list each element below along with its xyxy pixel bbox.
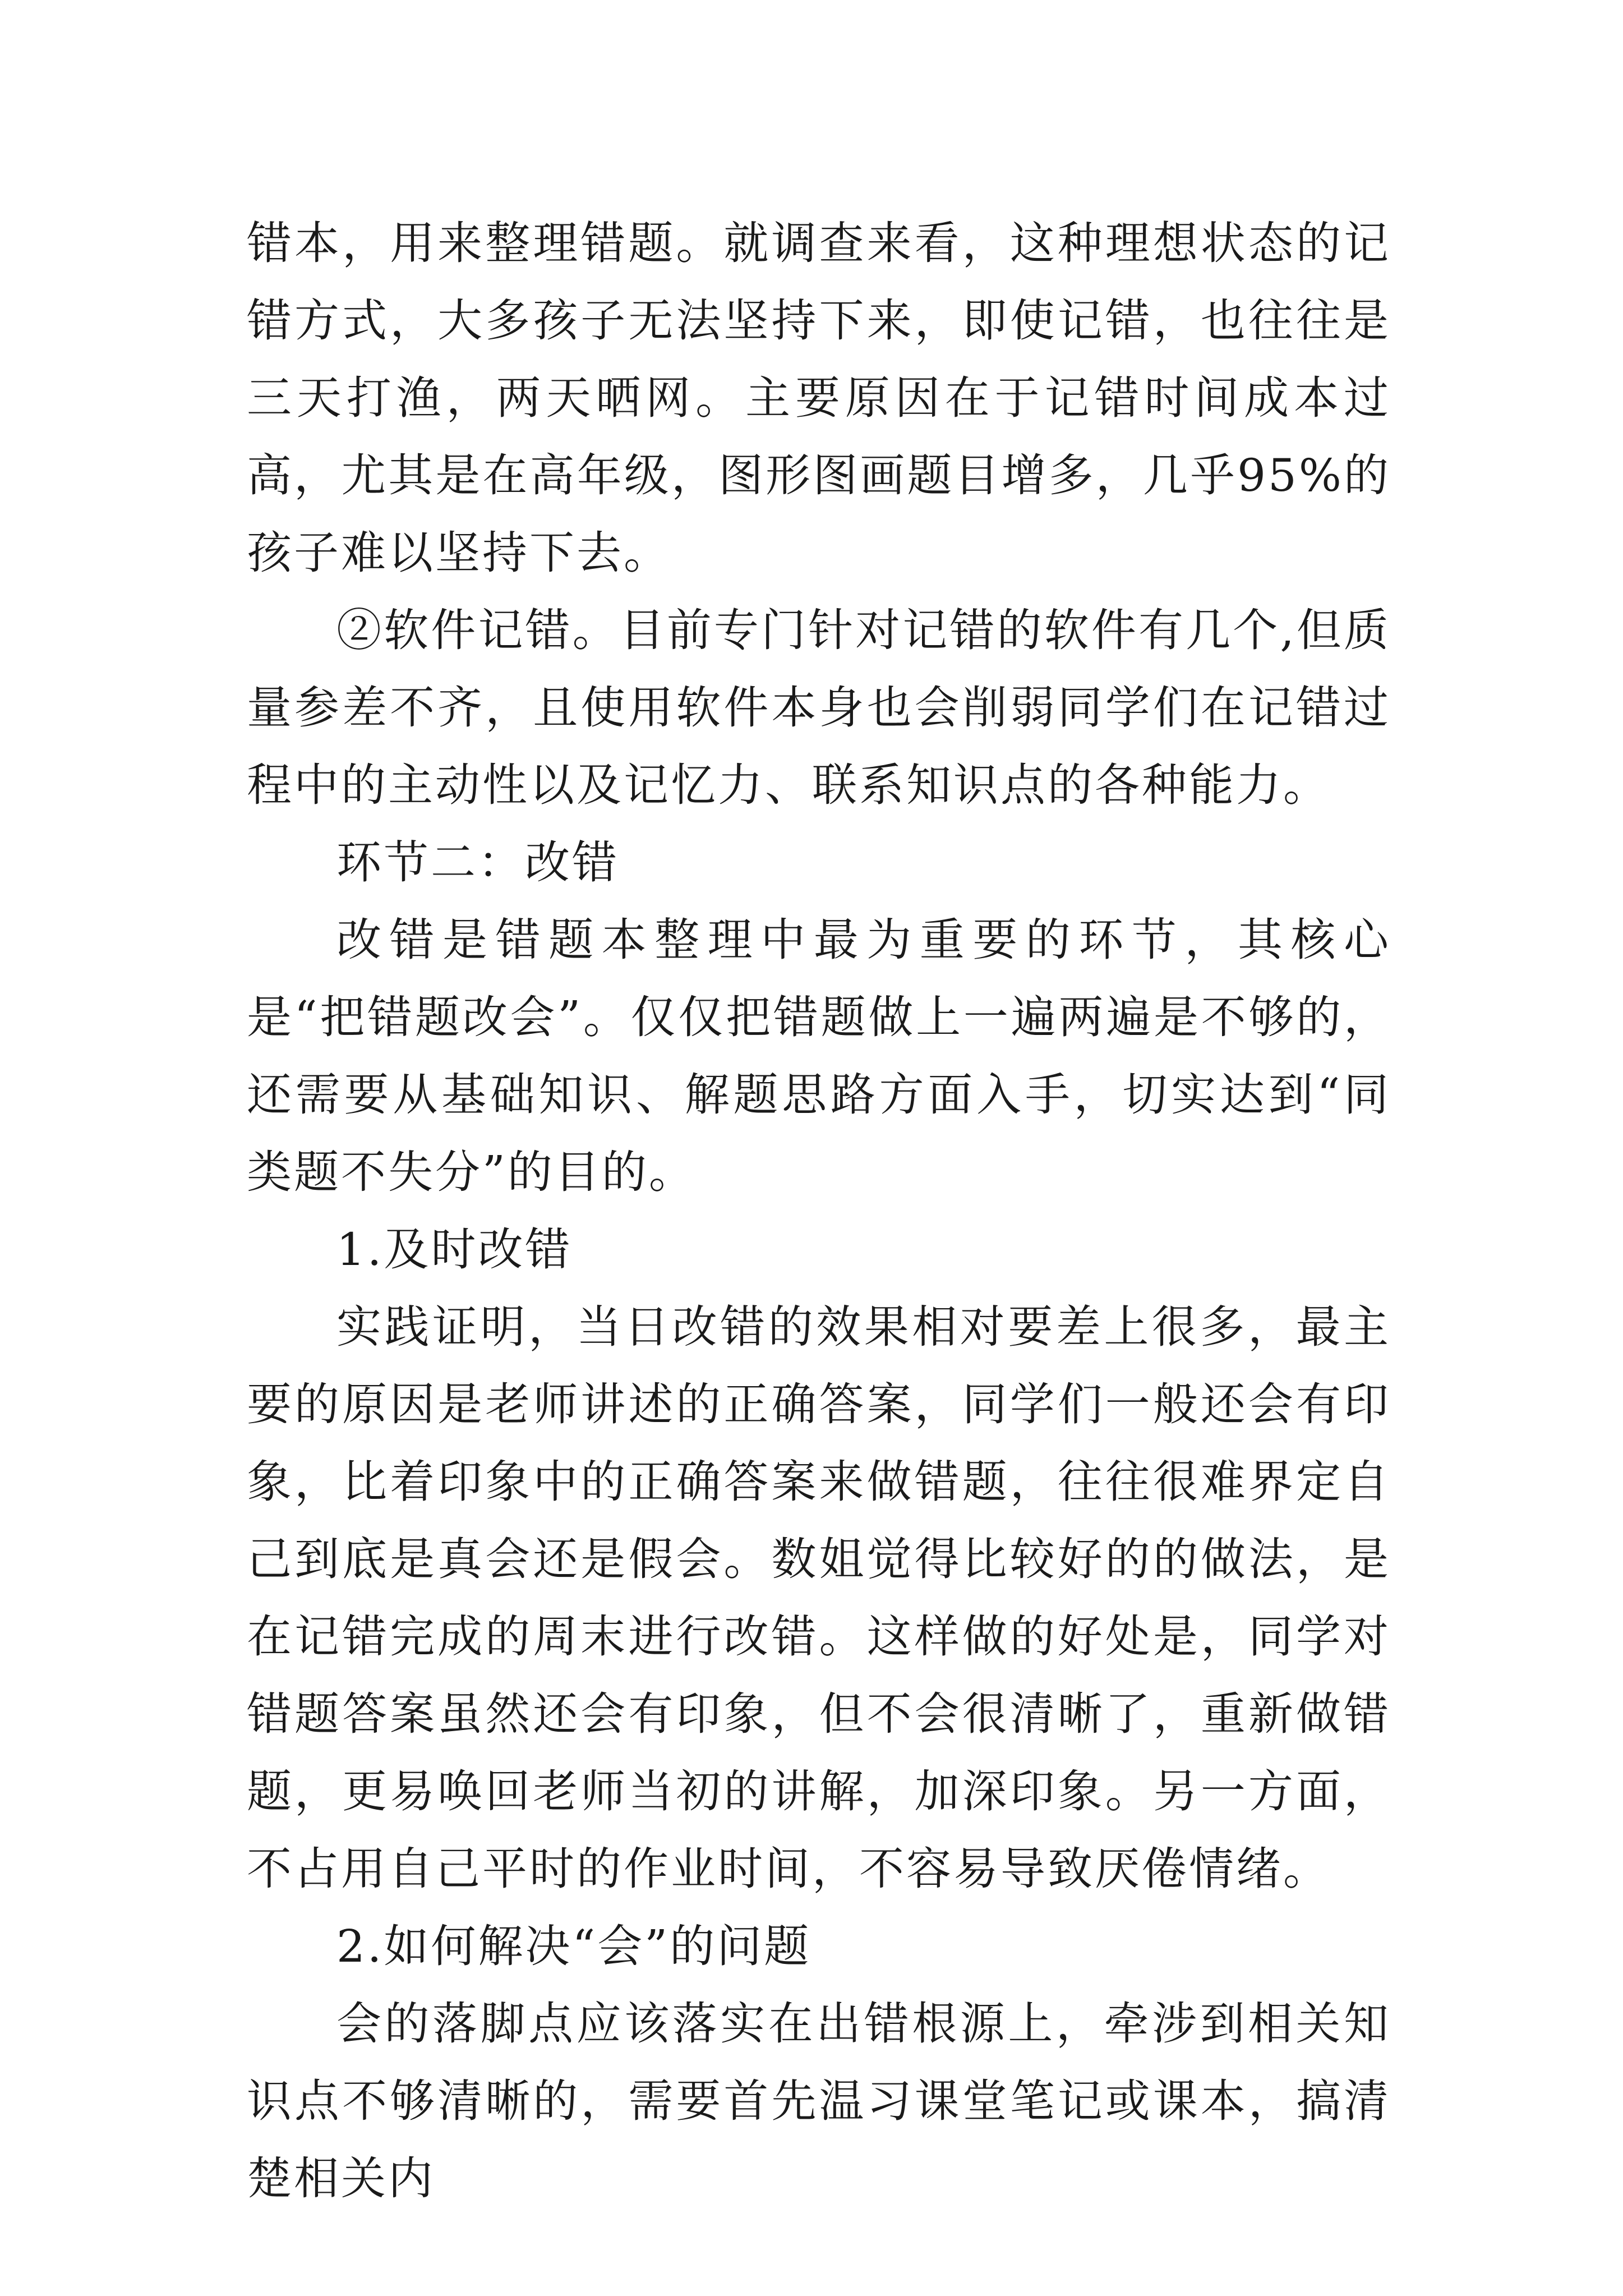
- subsection-heading: 2.如何解决“会”的问题: [336, 1920, 811, 1972]
- body-paragraph: ②软件记错。目前专门针对记错的软件有几个,但质量参差不齐，且使用软件本身也会削弱同学们在记错过程中的主动性以及记忆力、联系知识点的各种能力。: [247, 604, 1391, 811]
- body-paragraph: 错本，用来整理错题。就调查来看，这种理想状态的记错方式，大多孩子无法坚持下来，即使记错，也往往是三天打渔，两天晒网。主要原因在于记错时间成本过高，尤其是在高年级，图形图画题目增多，几乎95%的孩子难以坚持下去。: [247, 217, 1391, 579]
- document-body: [247, 205, 1391, 2217]
- body-paragraph: 会的落脚点应该落实在出错根源上，牵涉到相关知识点不够清晰的，需要首先温习课堂笔记或课本，搞清楚相关内: [247, 1998, 1391, 2205]
- subsection-heading: 1.及时改错: [336, 1223, 573, 1276]
- body-paragraph: 实践证明，当日改错的效果相对要差上很多，最主要的原因是老师讲述的正确答案，同学们一般还会有印象，比着印象中的正确答案来做错题，往往很难界定自己到底是真会还是假会。数姐觉得比较好的的做法，是在记错完成的周末进行改错。这样做的好处是，同学对错题答案虽然还会有印象，但不会很清晰了，重新做错题，更易唤回老师当初的讲解，加深印象。另一方面，不占用自己平时的作业时间，不容易导致厌倦情绪。: [247, 1301, 1391, 1895]
- body-paragraph: 改错是错题本整理中最为重要的环节，其核心是“把错题改会”。仅仅把错题做上一遍两遍是不够的，还需要从基础知识、解题思路方面入手，切实达到“同类题不失分”的目的。: [247, 914, 1391, 1198]
- section-heading: 环节二：改错: [336, 836, 619, 889]
